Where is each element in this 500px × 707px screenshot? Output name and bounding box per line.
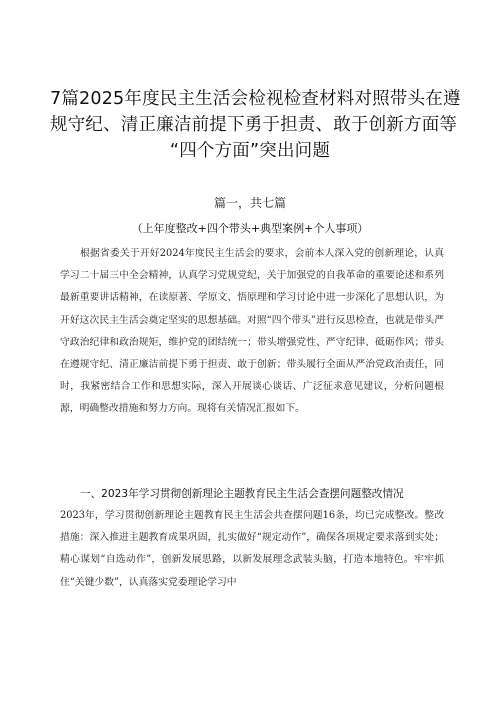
- document-title: [50, 86, 461, 164]
- document-tagline: （上年度整改+四个带头+典型案例+个人事项）: [131, 222, 369, 235]
- intro-paragraph: 根据省委关于开好2024年度民主生活会的要求，会前本人深入党的创新理论，认真学习二十届三中全会精神，认真学习党规党纪，关于加强党的自我革命的重要论述和系列最新重要讲话精神，在读原著、学原文、悟原理和学习讨论中进一步深化了思想认识，为开好这次民主生活会奠定坚实的思想基础。对照“四个带头”进行反思检查，也就是带头严守政治纪律和政治规矩，维护党的团结统一；带头增强党性、严守纪律、砥砺作风；带头在遵规守纪、清正廉洁前提下勇于担责、敢于创新；带头履行全面从严治党政治责任，同时，我紧密结合工作和思想实际，深入开展谈心谈话、广泛征求意见建议，分析问题根源，明确整改措施和努力方向。现将有关情况汇报如下。: [60, 248, 444, 415]
- section-heading: 一、2023年学习贯彻创新理论主题教育民主生活会查摆问题整改情况: [80, 488, 404, 500]
- section-body-paragraph: 2023年，学习贯彻创新理论主题教育民主生活会共查摆问题16条，均已完成整改。整改措施：深入推进主题教育成果巩固，扎实做好“规定动作”，确保各项规定要求落到实处；精心谋划“自选动作”，创新发展思路，以新发展理念武装头脑，打造本地特色。牢牢抓住“关键少数”，认真落实党委理论学习中: [60, 510, 444, 588]
- document-subtitle: 篇一，共七篇: [213, 196, 286, 210]
- title-line-3: “四个方面”突出问题: [169, 141, 331, 161]
- title-line-1: 7篇2025年度民主生活会检视检查材料对照带头在遵: [50, 89, 461, 109]
- title-line-2: 规守纪、清正廉洁前提下勇于担责、敢于创新方面等: [50, 115, 458, 135]
